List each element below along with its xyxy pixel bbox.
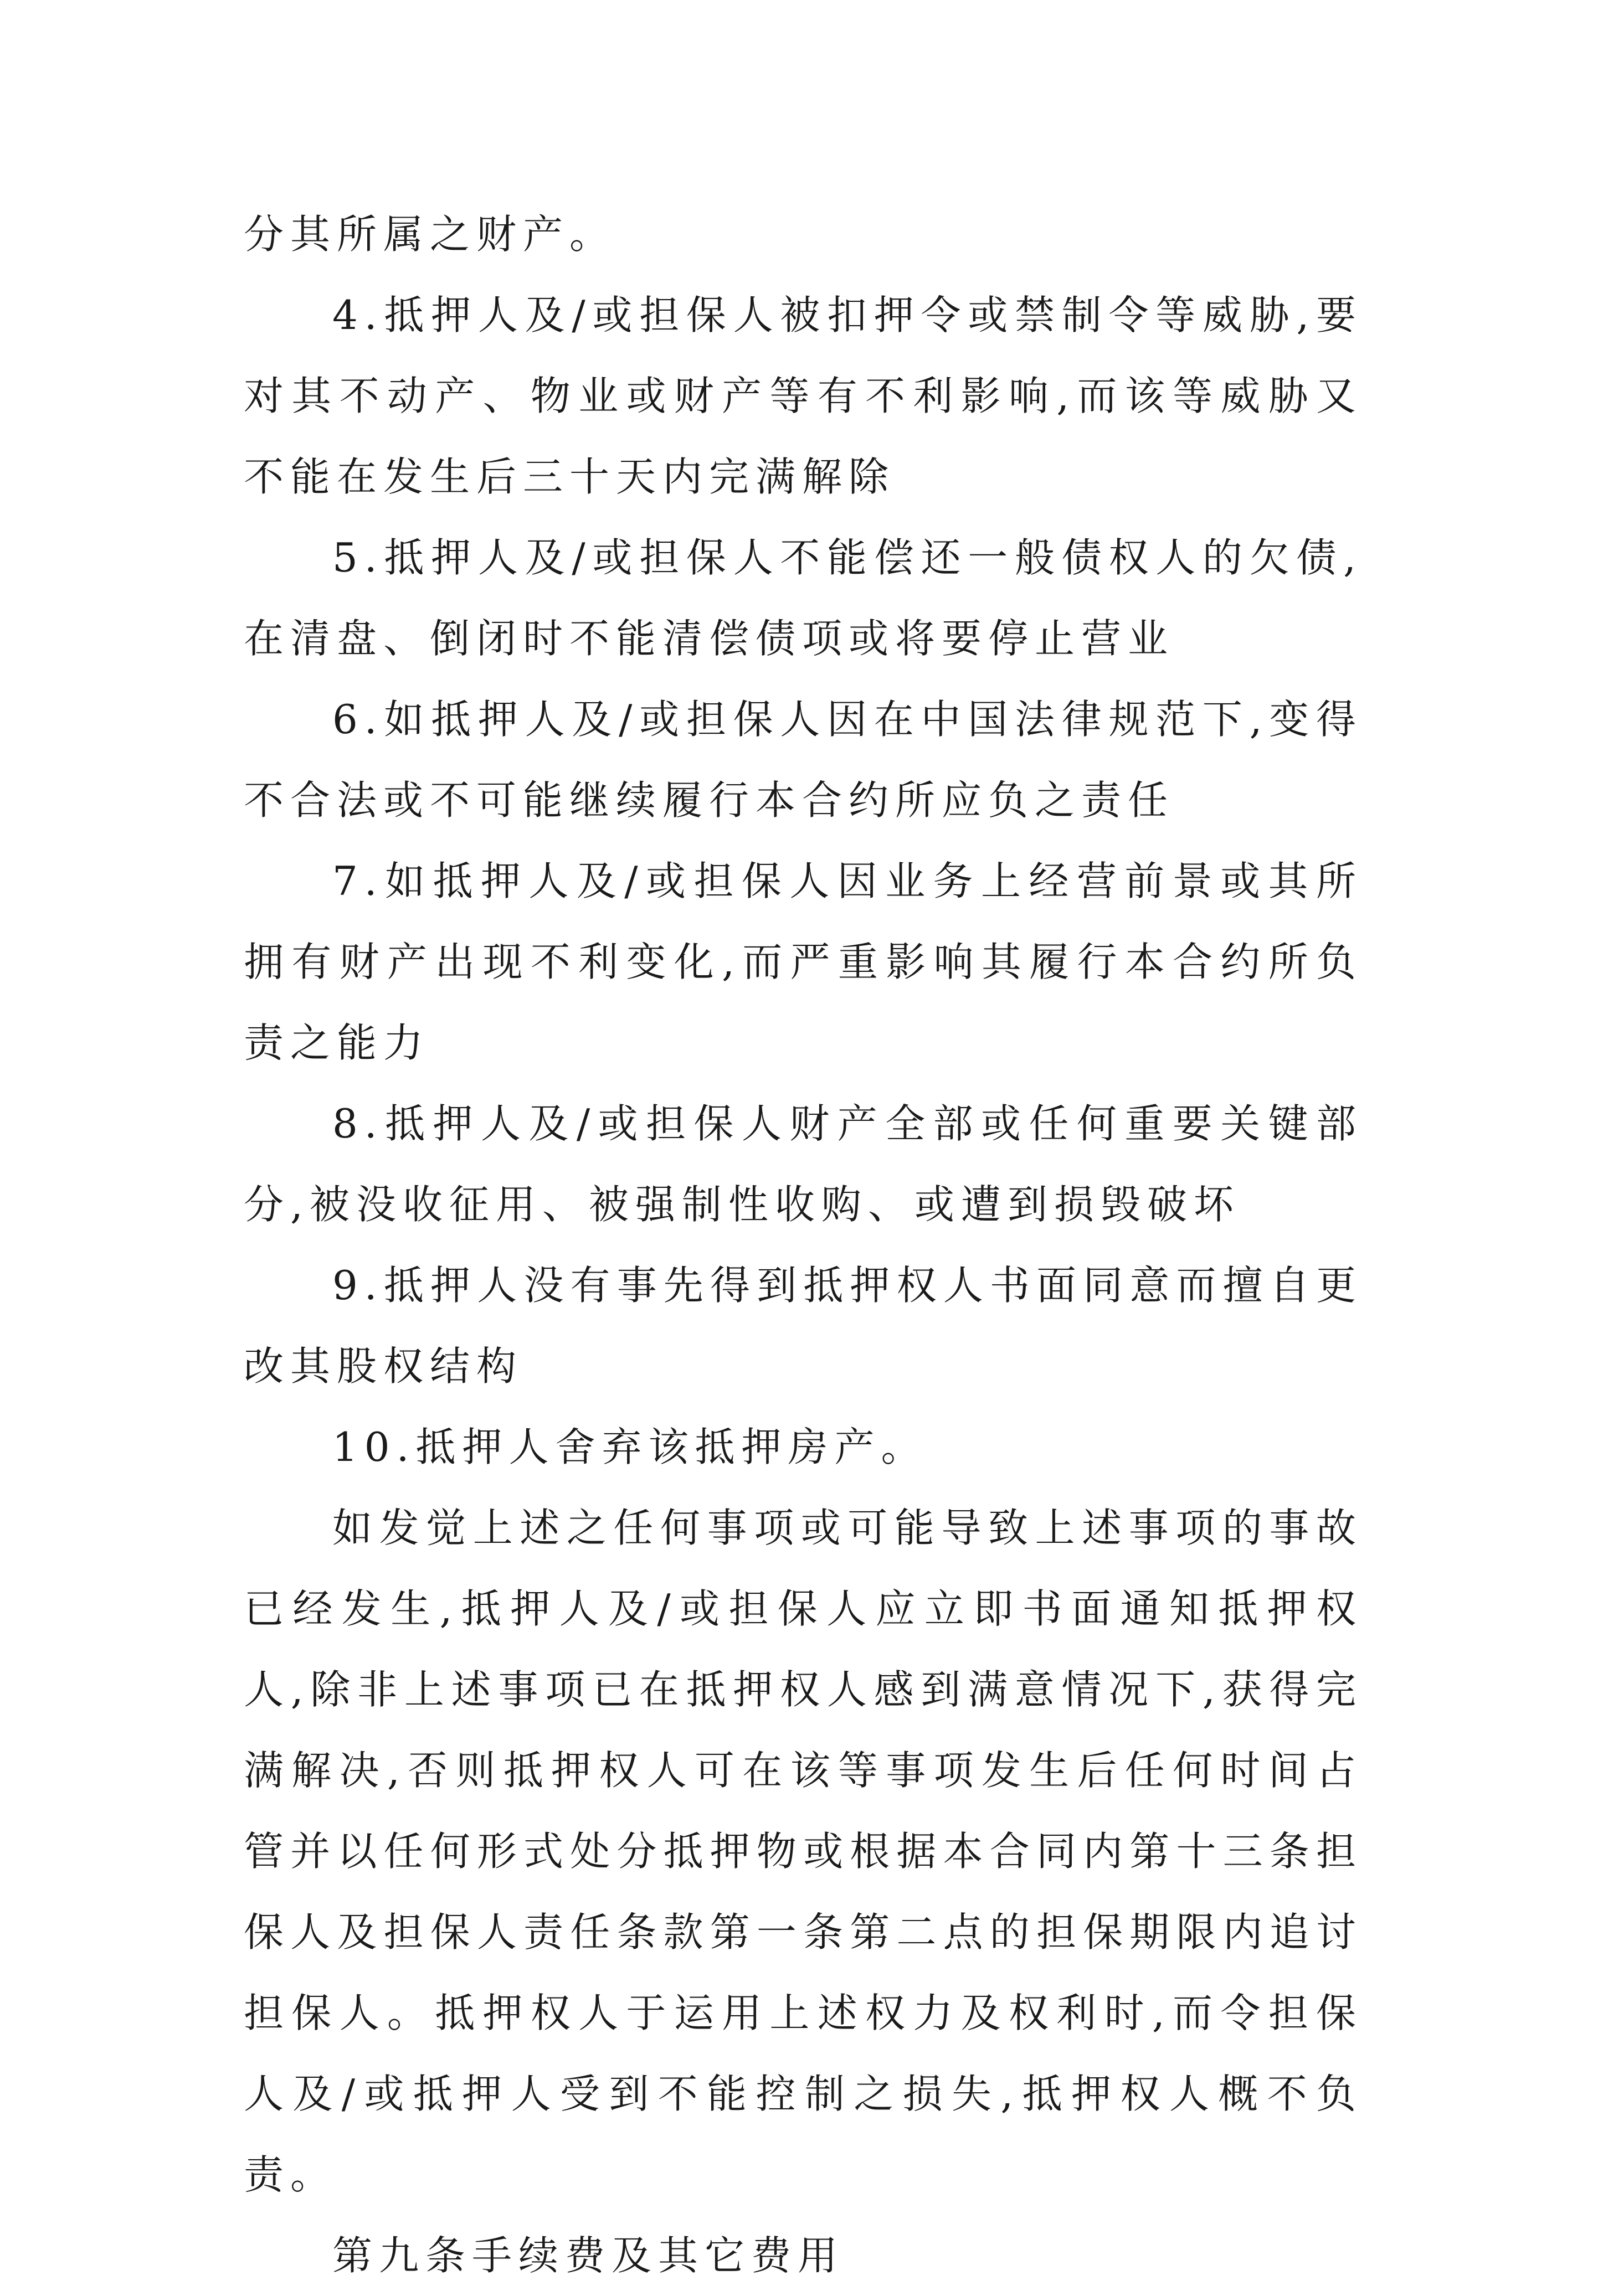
clause-item-4: 4.抵押人及/或担保人被扣押令或禁制令等威胁,要对其不动产、物业或财产等有不利影响,而该等威胁又不能在发生后三十天内完满解除 bbox=[244, 292, 1363, 500]
notification-paragraph: 如发觉上述之任何事项或可能导致上述事项的事故已经发生,抵押人及/或担保人应立即书面通知抵押权人,除非上述事项已在抵押权人感到满意情况下,获得完满解决,否则抵押权人可在该等事项发生后任何时间占管并以任何形式处分抵押物或根据本合同内第十三条担保人及担保人责任条款第一条第二点的担保期限内追讨担保人。抵押权人于运用上述权力及权利时,而令担保人及/或抵押人受到不能控制之损失,抵押权人概不负责。 bbox=[244, 1505, 1363, 2198]
clause-item-6: 6.如抵押人及/或担保人因在中国法律规范下,变得不合法或不可能继续履行本合约所应负之责任 bbox=[244, 696, 1363, 823]
paragraph-continuation: 分其所属之财产。 bbox=[244, 211, 616, 258]
section-heading-article-9: 第九条手续费及其它费用 bbox=[332, 2232, 845, 2279]
clause-item-10: 10.抵押人舍弃该抵押房产。 bbox=[332, 1424, 928, 1470]
clause-item-5: 5.抵押人及/或担保人不能偿还一般债权人的欠债,在清盘、倒闭时不能清偿债项或将要停止营业 bbox=[244, 534, 1363, 662]
document-body bbox=[244, 194, 1363, 2296]
clause-item-7: 7.如抵押人及/或担保人因业务上经营前景或其所拥有财产出现不利变化,而严重影响其履行本合约所负责之能力 bbox=[244, 858, 1363, 1066]
clause-item-8: 8.抵押人及/或担保人财产全部或任何重要关键部分,被没收征用、被强制性收购、或遭到损毁破坏 bbox=[244, 1100, 1363, 1228]
clause-item-9: 9.抵押人没有事先得到抵押权人书面同意而擅自更改其股权结构 bbox=[244, 1262, 1363, 1389]
